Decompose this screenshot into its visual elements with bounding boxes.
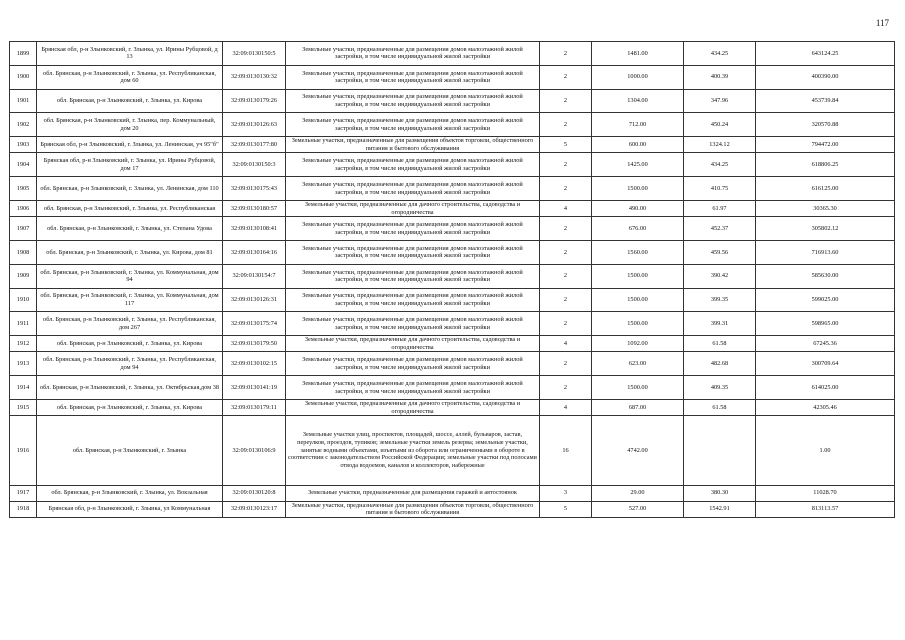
address-cell: Брянская обл, р-н Злынковский, г. Злынка, ул. Ирины Рубцовой, д 13 <box>37 42 223 66</box>
group-cell: 2 <box>540 42 592 66</box>
address-cell: обл. Брянская, р-н Злынковский, г. Злынка, пер. Коммунальный, дом 20 <box>37 113 223 137</box>
cadastral-number-cell: 32:09:0130179:11 <box>223 399 286 415</box>
specific-value-cell: 400.39 <box>684 65 756 89</box>
address-cell: обл. Брянская, р-н Злынковский, г. Злынка, ул. Республиканская, дом 94 <box>37 352 223 376</box>
cadastral-number-cell: 32:09:0130126:63 <box>223 113 286 137</box>
table-row <box>10 153 895 177</box>
table-row <box>10 501 895 517</box>
cadastral-value-cell: 320570.88 <box>756 113 895 137</box>
cadastral-number-cell: 32:09:0130108:41 <box>223 217 286 241</box>
table-row <box>10 485 895 501</box>
area-cell: 1092.00 <box>592 336 684 352</box>
land-use-cell: Земельные участки, предназначенные для размещения домов малоэтажной жилой застройки, в том числе индивидуальной жилой застройки <box>286 376 540 400</box>
specific-value-cell: 1324.12 <box>684 137 756 153</box>
row-number: 1912 <box>10 336 37 352</box>
specific-value-cell: 347.96 <box>684 89 756 113</box>
land-use-cell: Земельные участки, предназначенные для размещения домов малоэтажной жилой застройки, в том числе индивидуальной жилой застройки <box>286 89 540 113</box>
area-cell: 1500.00 <box>592 264 684 288</box>
cadastral-value-cell: 300709.64 <box>756 352 895 376</box>
group-cell: 4 <box>540 200 592 216</box>
row-number: 1908 <box>10 240 37 264</box>
group-cell: 3 <box>540 485 592 501</box>
group-cell: 16 <box>540 416 592 485</box>
cadastral-value-cell: 716913.60 <box>756 240 895 264</box>
area-cell: 600.00 <box>592 137 684 153</box>
group-cell: 2 <box>540 153 592 177</box>
address-cell: обл. Брянская, р-н Злынковский, г. Злынка, ул. Коммунальная, дом 94 <box>37 264 223 288</box>
address-cell: обл. Брянская, р-н Злынковский, г. Злынка, ул. Республиканская, дом 60 <box>37 65 223 89</box>
group-cell: 2 <box>540 177 592 201</box>
specific-value-cell: 459.56 <box>684 240 756 264</box>
specific-value-cell: 434.25 <box>684 153 756 177</box>
land-use-cell: Земельные участки, предназначенные для дачного строительства, садоводства и огородничества <box>286 200 540 216</box>
table-row <box>10 336 895 352</box>
land-use-cell: Земельные участки улиц, проспектов, площадей, шоссе, аллей, бульваров, застав, переулков, проездов, тупиков; земельные участки земель резерва; земельные участки, занятые водными объектами, изъятыми из оборота или ограниченными в обороте в соответствии с законодательством Российской Федерации; земельные участки под полосами отвода водоемов, каналов и коллекторов, набережные <box>286 416 540 485</box>
group-cell: 2 <box>540 264 592 288</box>
specific-value-cell: 390.42 <box>684 264 756 288</box>
cadastral-value-cell: 42305.46 <box>756 399 895 415</box>
table-row <box>10 240 895 264</box>
table-row <box>10 352 895 376</box>
area-cell: 1500.00 <box>592 288 684 312</box>
cadastral-value-cell: 794472.00 <box>756 137 895 153</box>
specific-value-cell: 409.35 <box>684 376 756 400</box>
group-cell: 2 <box>540 65 592 89</box>
area-cell: 1500.00 <box>592 376 684 400</box>
area-cell: 1560.00 <box>592 240 684 264</box>
land-use-cell: Земельные участки, предназначенные для размещения домов малоэтажной жилой застройки, в том числе индивидуальной жилой застройки <box>286 217 540 241</box>
area-cell: 676.00 <box>592 217 684 241</box>
specific-value-cell: 61.58 <box>684 399 756 415</box>
table-row <box>10 264 895 288</box>
table-row <box>10 416 895 485</box>
cadastral-number-cell: 32:09:0130164:16 <box>223 240 286 264</box>
cadastral-value-cell: 616125.00 <box>756 177 895 201</box>
row-number: 1899 <box>10 42 37 66</box>
address-cell: обл. Брянская, р-н Злынковский, г. Злынка <box>37 416 223 485</box>
table-row <box>10 42 895 66</box>
group-cell: 2 <box>540 352 592 376</box>
address-cell: обл. Брянская, р-н Злынковский, г. Злынка, ул. Ленинская, дом 110 <box>37 177 223 201</box>
group-cell: 5 <box>540 137 592 153</box>
land-use-cell: Земельные участки, предназначенные для размещения объектов торговли, общественного питания и бытового обслуживания <box>286 501 540 517</box>
specific-value-cell <box>684 416 756 485</box>
land-use-cell: Земельные участки, предназначенные для размещения домов малоэтажной жилой застройки, в том числе индивидуальной жилой застройки <box>286 240 540 264</box>
specific-value-cell: 61.58 <box>684 336 756 352</box>
row-number: 1902 <box>10 113 37 137</box>
row-number: 1907 <box>10 217 37 241</box>
area-cell: 1500.00 <box>592 312 684 336</box>
land-use-cell: Земельные участки, предназначенные для размещения домов малоэтажной жилой застройки, в том числе индивидуальной жилой застройки <box>286 113 540 137</box>
cadastral-value-cell: 305802.12 <box>756 217 895 241</box>
table-row <box>10 177 895 201</box>
address-cell: обл. Брянская, р-н Злынковский, г. Злынка, ул. Вокзальная <box>37 485 223 501</box>
land-use-cell: Земельные участки, предназначенные для размещения домов малоэтажной жилой застройки, в том числе индивидуальной жилой застройки <box>286 288 540 312</box>
land-use-cell: Земельные участки, предназначенные для дачного строительства, садоводства и огородничества <box>286 336 540 352</box>
specific-value-cell: 452.37 <box>684 217 756 241</box>
land-use-cell: Земельные участки, предназначенные для размещения домов малоэтажной жилой застройки, в том числе индивидуальной жилой застройки <box>286 65 540 89</box>
cadastral-number-cell: 32:09:0130154:7 <box>223 264 286 288</box>
group-cell: 2 <box>540 240 592 264</box>
area-cell: 490.00 <box>592 200 684 216</box>
row-number: 1913 <box>10 352 37 376</box>
address-cell: Брянская обл, р-н Злынковский, г. Злынка, ул. Ленинская, уч 95"б" <box>37 137 223 153</box>
cadastral-number-cell: 32:09:0130106:9 <box>223 416 286 485</box>
cadastral-number-cell: 32:09:0130179:26 <box>223 89 286 113</box>
land-use-cell: Земельные участки, предназначенные для размещения домов малоэтажной жилой застройки, в том числе индивидуальной жилой застройки <box>286 153 540 177</box>
land-use-cell: Земельные участки, предназначенные для размещения объектов торговли, общественного питания и бытового обслуживания <box>286 137 540 153</box>
row-number: 1903 <box>10 137 37 153</box>
land-use-cell: Земельные участки, предназначенные для размещения домов малоэтажной жилой застройки, в том числе индивидуальной жилой застройки <box>286 312 540 336</box>
group-cell: 2 <box>540 376 592 400</box>
cadastral-value-cell: 30365.30 <box>756 200 895 216</box>
specific-value-cell: 399.35 <box>684 288 756 312</box>
group-cell: 2 <box>540 288 592 312</box>
specific-value-cell: 410.75 <box>684 177 756 201</box>
cadastral-value-cell: 1.00 <box>756 416 895 485</box>
row-number: 1909 <box>10 264 37 288</box>
address-cell: обл. Брянская, р-н Злынковский, г. Злынка, ул. Октябрьская,дом 38 <box>37 376 223 400</box>
row-number: 1916 <box>10 416 37 485</box>
cadastral-value-cell: 453739.84 <box>756 89 895 113</box>
table-row <box>10 137 895 153</box>
row-number: 1915 <box>10 399 37 415</box>
row-number: 1910 <box>10 288 37 312</box>
area-cell: 1425.00 <box>592 153 684 177</box>
specific-value-cell: 434.25 <box>684 42 756 66</box>
specific-value-cell: 399.31 <box>684 312 756 336</box>
cadastral-number-cell: 32:09:0130179:50 <box>223 336 286 352</box>
area-cell: 1000.00 <box>592 65 684 89</box>
address-cell: обл. Брянская, р-н Злынковский, г. Злынка, ул. Республиканская, дом 267 <box>37 312 223 336</box>
land-use-cell: Земельные участки, предназначенные для дачного строительства, садоводства и огородничества <box>286 399 540 415</box>
address-cell: обл. Брянская, р-н Злынковский, г. Злынка, ул. Кирова <box>37 336 223 352</box>
row-number: 1906 <box>10 200 37 216</box>
land-use-cell: Земельные участки, предназначенные для размещения домов малоэтажной жилой застройки, в том числе индивидуальной жилой застройки <box>286 264 540 288</box>
row-number: 1905 <box>10 177 37 201</box>
cadastral-number-cell: 32:09:0130141:19 <box>223 376 286 400</box>
row-number: 1911 <box>10 312 37 336</box>
address-cell: обл. Брянская, р-н Злынковский, г. Злынка, ул. Кирова, дом 81 <box>37 240 223 264</box>
cadastral-value-cell: 585630.00 <box>756 264 895 288</box>
table-row <box>10 312 895 336</box>
address-cell: обл. Брянская, р-н Злынковский, г. Злынка, ул. Степана Удова <box>37 217 223 241</box>
cadastral-number-cell: 32:09:0130120:8 <box>223 485 286 501</box>
cadastral-value-cell: 643124.25 <box>756 42 895 66</box>
cadastral-number-cell: 32:09:0130175:74 <box>223 312 286 336</box>
specific-value-cell: 380.30 <box>684 485 756 501</box>
table-row <box>10 200 895 216</box>
cadastral-number-cell: 32:09:0130175:43 <box>223 177 286 201</box>
cadastral-number-cell: 32:09:0130126:31 <box>223 288 286 312</box>
address-cell: обл. Брянская, р-н Злынковский, г. Злынка, ул. Республиканская <box>37 200 223 216</box>
address-cell: Брянская обл, р-н Злынковский, г. Злынка, ул Коммунальная <box>37 501 223 517</box>
group-cell: 2 <box>540 89 592 113</box>
group-cell: 2 <box>540 217 592 241</box>
area-cell: 1304.00 <box>592 89 684 113</box>
area-cell: 1500.00 <box>592 177 684 201</box>
cadastral-number-cell: 32:09:0130123:17 <box>223 501 286 517</box>
cadastral-value-cell: 400390.00 <box>756 65 895 89</box>
cadastral-value-cell: 599025.00 <box>756 288 895 312</box>
land-use-cell: Земельные участки, предназначенные для размещения гаражей и автостоянок <box>286 485 540 501</box>
area-cell: 623.00 <box>592 352 684 376</box>
cadastral-value-cell: 67245.36 <box>756 336 895 352</box>
row-number: 1917 <box>10 485 37 501</box>
cadastral-number-cell: 32:09:0130150:5 <box>223 42 286 66</box>
cadastral-number-cell: 32:09:0130102:15 <box>223 352 286 376</box>
cadastral-number-cell: 32:09:0130177:80 <box>223 137 286 153</box>
group-cell: 4 <box>540 336 592 352</box>
cadastral-number-cell: 32:09:0130180:57 <box>223 200 286 216</box>
row-number: 1901 <box>10 89 37 113</box>
address-cell: обл. Брянская, р-н Злынковский, г. Злынка, ул. Кирова <box>37 89 223 113</box>
cadastral-value-cell: 813113.57 <box>756 501 895 517</box>
cadastral-value-cell: 598965.00 <box>756 312 895 336</box>
cadastral-value-cell: 614025.00 <box>756 376 895 400</box>
area-cell: 712.00 <box>592 113 684 137</box>
table-row <box>10 65 895 89</box>
row-number: 1904 <box>10 153 37 177</box>
specific-value-cell: 1542.91 <box>684 501 756 517</box>
address-cell: обл. Брянская, р-н Злынковский, г. Злынка, ул. Коммунальная, дом 117 <box>37 288 223 312</box>
row-number: 1918 <box>10 501 37 517</box>
group-cell: 2 <box>540 113 592 137</box>
land-use-cell: Земельные участки, предназначенные для размещения домов малоэтажной жилой застройки, в том числе индивидуальной жилой застройки <box>286 352 540 376</box>
cadastral-number-cell: 32:09:0130150:3 <box>223 153 286 177</box>
specific-value-cell: 482.68 <box>684 352 756 376</box>
specific-value-cell: 450.24 <box>684 113 756 137</box>
group-cell: 2 <box>540 312 592 336</box>
address-cell: обл. Брянская, р-н Злынковский, г. Злынка, ул. Кирова <box>37 399 223 415</box>
group-cell: 4 <box>540 399 592 415</box>
row-number: 1914 <box>10 376 37 400</box>
address-cell: Брянская обл, р-н Злынковский, г. Злынка, ул. Ирины Рубцовой, дом 17 <box>37 153 223 177</box>
area-cell: 29.00 <box>592 485 684 501</box>
area-cell: 1481.00 <box>592 42 684 66</box>
land-use-cell: Земельные участки, предназначенные для размещения домов малоэтажной жилой застройки, в том числе индивидуальной жилой застройки <box>286 42 540 66</box>
area-cell: 527.00 <box>592 501 684 517</box>
table-row <box>10 89 895 113</box>
table-body <box>10 42 895 518</box>
table-row <box>10 288 895 312</box>
cadastral-number-cell: 32:09:0130130:32 <box>223 65 286 89</box>
area-cell: 687.00 <box>592 399 684 415</box>
table-row <box>10 376 895 400</box>
table-row <box>10 399 895 415</box>
page-number: 117 <box>875 18 889 28</box>
cadastral-value-table <box>9 41 895 518</box>
cadastral-value-cell: 11028.70 <box>756 485 895 501</box>
area-cell: 4742.00 <box>592 416 684 485</box>
land-use-cell: Земельные участки, предназначенные для размещения домов малоэтажной жилой застройки, в том числе индивидуальной жилой застройки <box>286 177 540 201</box>
table-row <box>10 217 895 241</box>
row-number: 1900 <box>10 65 37 89</box>
cadastral-value-cell: 618806.25 <box>756 153 895 177</box>
group-cell: 5 <box>540 501 592 517</box>
table-row <box>10 113 895 137</box>
specific-value-cell: 61.97 <box>684 200 756 216</box>
